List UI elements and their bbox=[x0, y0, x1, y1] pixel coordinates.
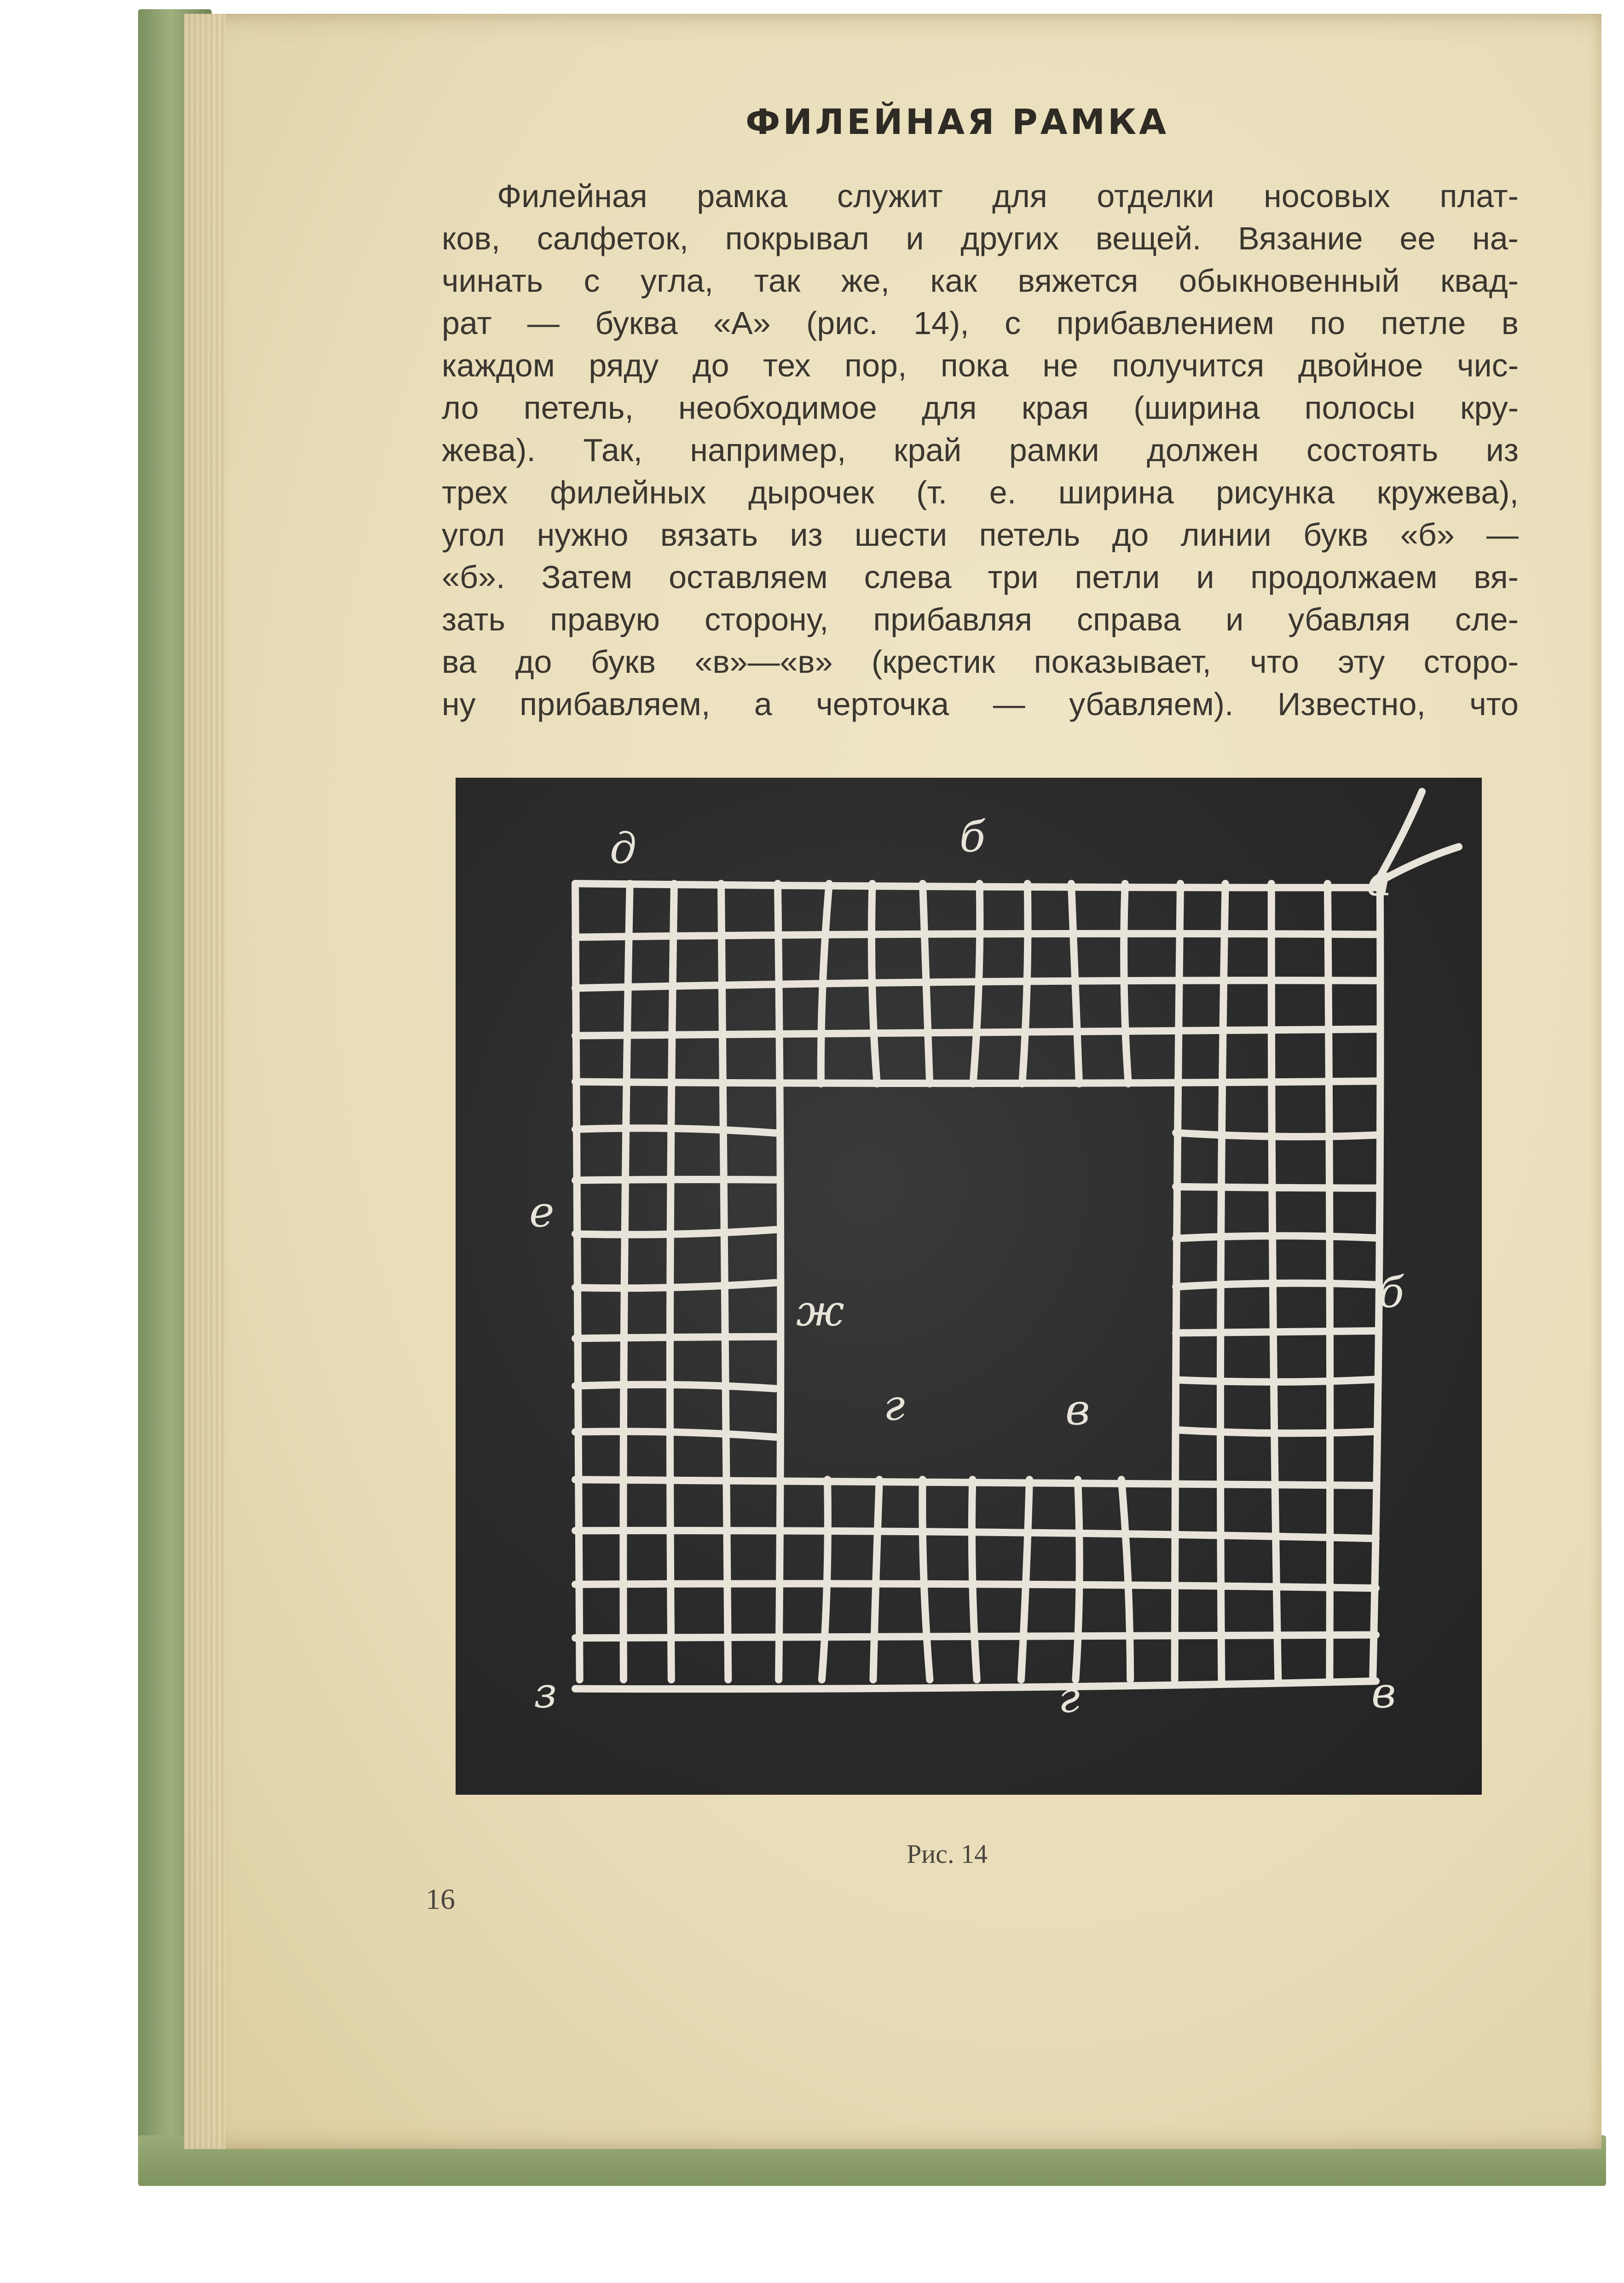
text-line: рат — буква «А» (рис. 14), с прибавлением по петле в bbox=[442, 305, 1519, 341]
grid-thread bbox=[575, 1179, 775, 1180]
letter-e: е bbox=[529, 1187, 555, 1237]
grid-thread bbox=[1075, 1480, 1079, 1680]
grid-thread bbox=[1176, 1236, 1376, 1238]
grid-thread bbox=[575, 1635, 1376, 1638]
body-paragraph bbox=[442, 175, 1519, 725]
letter-a: а bbox=[1367, 856, 1392, 905]
text-line: ков, салфеток, покрывал и других вещей. Вязание ее на- bbox=[442, 220, 1519, 256]
grid-thread bbox=[575, 1128, 775, 1133]
grid-thread bbox=[575, 1029, 1376, 1035]
grid-thread bbox=[575, 1432, 775, 1437]
letter-zh: ж bbox=[796, 1286, 844, 1335]
text-line: ну прибавляем, а черточка — убавляем). Известно, что bbox=[442, 686, 1519, 722]
grid-thread bbox=[1176, 1331, 1376, 1333]
grid-thread bbox=[575, 1081, 1376, 1083]
grid-thread bbox=[575, 1584, 1376, 1588]
filet-frame-figure bbox=[456, 778, 1482, 1795]
text-line: каждом ряду до тех пор, пока не получится двойное чис- bbox=[442, 347, 1519, 383]
grid-thread bbox=[575, 1230, 775, 1235]
text-line: Филейная рамка служит для отделки носовых плат- bbox=[497, 178, 1519, 214]
grid-thread bbox=[575, 1283, 775, 1288]
grid-thread bbox=[623, 884, 630, 1680]
grid-thread bbox=[1121, 1480, 1130, 1680]
letter-b-top: б bbox=[959, 812, 986, 861]
text-line: зать правую сторону, прибавляя справа и убавляя сле- bbox=[442, 601, 1519, 637]
letter-g-bottom: г bbox=[1058, 1673, 1080, 1722]
page-title: ФИЛЕЙНАЯ РАМКА bbox=[746, 101, 1169, 142]
grid-thread bbox=[575, 884, 580, 1680]
letter-v-bottom: в bbox=[1371, 1668, 1396, 1717]
text-line: ло петель, необходимое для края (ширина полосы кру- bbox=[442, 390, 1519, 426]
letter-v-inner: в bbox=[1065, 1385, 1090, 1434]
grid-thread bbox=[575, 934, 1376, 937]
grid-thread bbox=[1176, 1283, 1376, 1287]
grid-thread bbox=[575, 884, 1376, 888]
letter-b-right: б bbox=[1378, 1268, 1404, 1317]
grid-thread bbox=[1021, 1480, 1029, 1680]
text-line: трех филейных дырочек (т. е. ширина рисунка кружева), bbox=[442, 474, 1519, 510]
letter-d: д bbox=[610, 824, 637, 873]
letter-g-inner: г bbox=[884, 1381, 905, 1430]
figure-caption: Рис. 14 bbox=[907, 1839, 988, 1869]
grid-thread bbox=[1176, 1133, 1376, 1137]
grid-thread bbox=[721, 884, 728, 1680]
filet-grid-illustration bbox=[456, 778, 1482, 1795]
grid-thread bbox=[575, 1480, 1376, 1485]
text-line: чинать с угла, так же, как вяжется обыкновенный квад- bbox=[442, 263, 1519, 299]
page-number: 16 bbox=[426, 1883, 455, 1915]
grid-thread bbox=[670, 884, 674, 1680]
page-edges bbox=[184, 14, 225, 2149]
grid-thread bbox=[873, 1480, 879, 1680]
grid-thread bbox=[972, 1480, 977, 1680]
letter-z: з bbox=[534, 1668, 557, 1717]
grid-thread bbox=[575, 1531, 1376, 1538]
grid-thread bbox=[1175, 884, 1180, 1680]
grid-thread bbox=[1176, 1430, 1376, 1433]
grid-thread bbox=[1176, 1187, 1376, 1188]
grid-thread bbox=[575, 1385, 775, 1389]
text-line: угол нужно вязать из шести петель до линии букв «б» — bbox=[442, 517, 1519, 553]
filet-grid bbox=[575, 792, 1459, 1689]
text-line: жева). Так, например, край рамки должен состоять из bbox=[442, 432, 1519, 468]
grid-thread bbox=[1176, 1380, 1376, 1382]
grid-thread bbox=[922, 1480, 930, 1680]
grid-thread bbox=[822, 1480, 828, 1680]
text-line: ва до букв «в»—«в» (крестик показывает, что эту сторо- bbox=[442, 644, 1519, 680]
text-line: «б». Затем оставляем слева три петли и продолжаем вя- bbox=[442, 559, 1519, 595]
grid-thread bbox=[575, 1337, 775, 1339]
